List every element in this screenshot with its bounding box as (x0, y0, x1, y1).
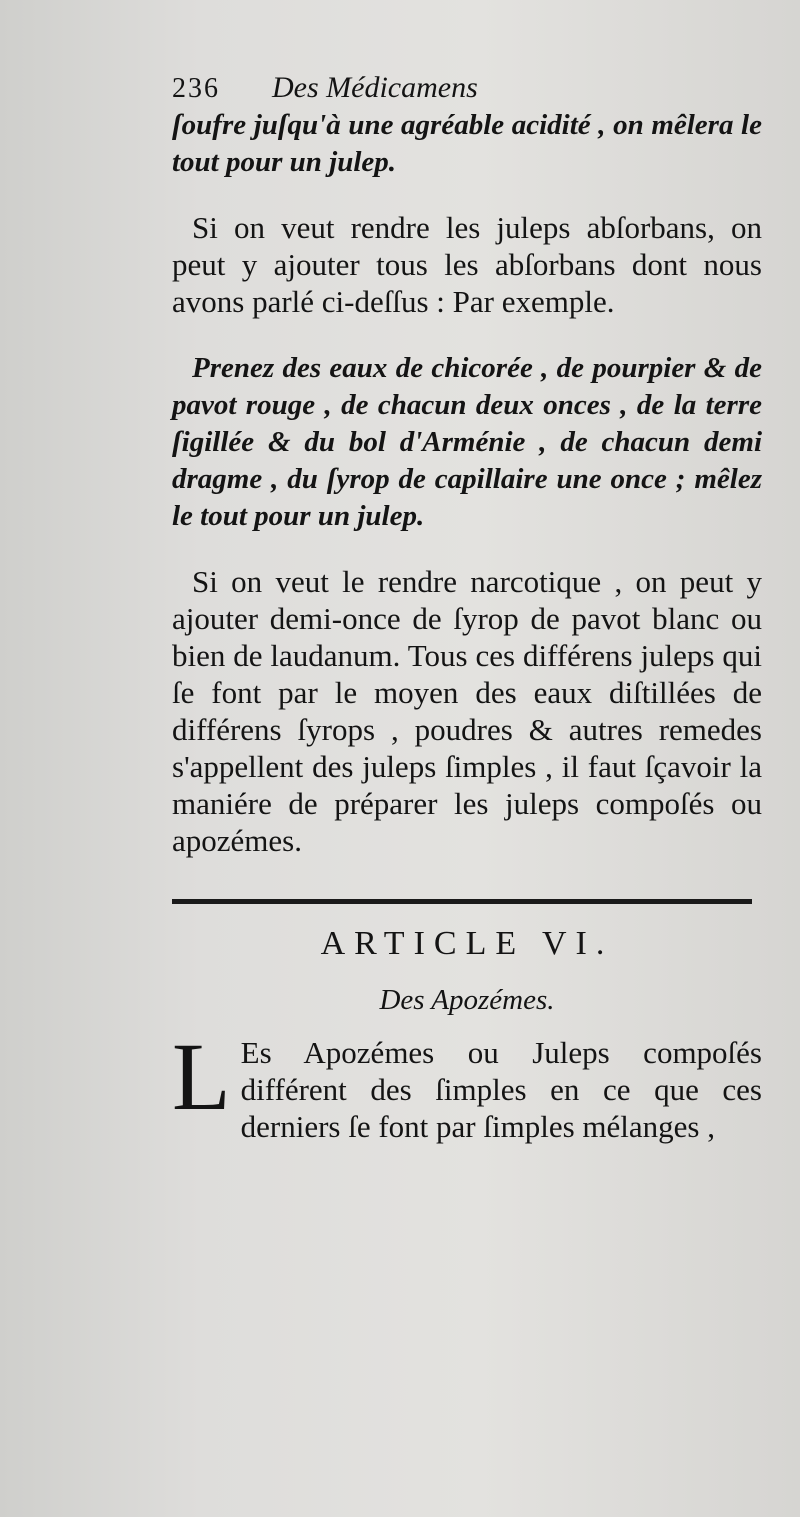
drop-cap: L (172, 1023, 231, 1130)
section-divider (172, 899, 752, 904)
paragraph-narcotique: Si on veut le rendre narcotique , on peut y ajouter demi-once de ſyrop de pavot blanc ou bien de laudanum. Tous ces différens juleps qui ſe font par le moyen des eaux diſtillées de différens ſyrops , poudres & autres remedes s'appellent des juleps ſimples , il faut ſçavoir la maniére de préparer les juleps compoſés ou apozémes. (172, 564, 762, 858)
article-heading: ARTICLE VI. (320, 925, 614, 962)
paragraph-continuation: ſoufre juſqu'à une agréable acidité , on mêlera le tout pour un julep. (172, 109, 762, 178)
paragraph-recipe: Prenez des eaux de chicorée , de pourpier & de pavot rouge , de chacun deux onces , de la terre ſigillée & du bol d'Arménie , de chacun demi dragme , du ſyrop de capillaire une once ; mêlez le tout pour un julep. (172, 352, 762, 532)
page-number: 236 (172, 73, 220, 104)
article-opening-text: Es Apozémes ou Juleps compoſés différent des ſimples en ce que ces derniers ſe font par ſimples mélanges , (240, 1035, 762, 1144)
running-title: Des Médicamens (272, 71, 478, 104)
paragraph-absorbans: Si on veut rendre les juleps abſorbans, on peut y ajouter tous les abſorbans dont nous avons parlé ci-deſſus : Par exemple. (172, 210, 762, 319)
article-opening (172, 1023, 762, 1145)
running-head (172, 70, 762, 107)
article-subheading: Des Apozémes. (379, 984, 555, 1016)
text-block (172, 70, 762, 1176)
